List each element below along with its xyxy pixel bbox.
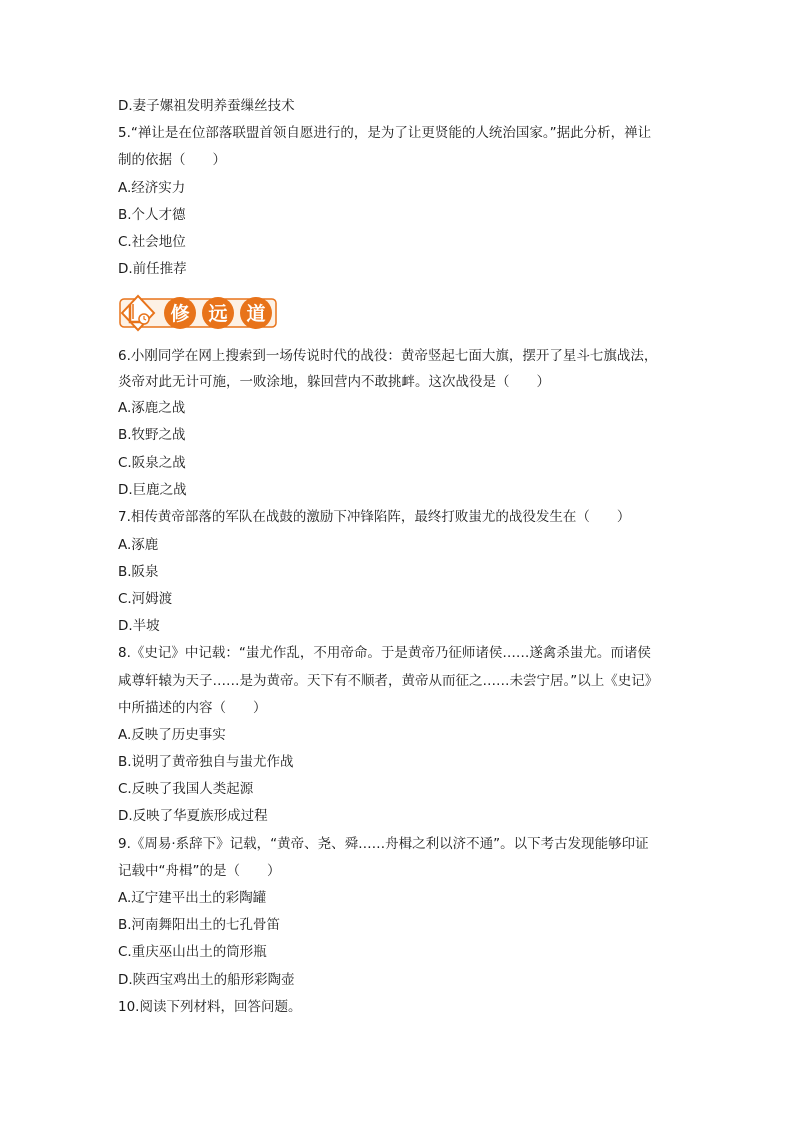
- q5-option-b: B.个人才德: [118, 207, 186, 223]
- q5-stem-line2: 制的依据（ ）: [118, 152, 226, 168]
- q6-option-b: B.牧野之战: [118, 427, 186, 443]
- q5-option-d: D.前任推荐: [118, 261, 187, 277]
- q6-stem-line2: 炎帝对此无计可施，一败涂地，躲回营内不敢挑衅。这次战役是（ ）: [118, 374, 550, 390]
- q8-option-c: C.反映了我国人类起源: [118, 781, 254, 797]
- q6-stem-line1: 6.小刚同学在网上搜索到一场传说时代的战役：黄帝竖起七面大旗，摆开了星斗七旗战法，: [118, 348, 658, 364]
- q8-stem-line2: 咸尊轩辕为天子……是为黄帝。天下有不顺者，黄帝从而征之……未尝宁居。”以上《史记》: [118, 673, 659, 689]
- q7-option-b: B.阪泉: [118, 564, 159, 580]
- q8-stem-line1: 8.《史记》中记载：“蚩尤作乱，不用帝命。于是黄帝乃征师诸侯……遂禽杀蚩尤。而诸侯: [118, 645, 651, 661]
- q5-stem-line1: 5.“禅让是在位部落联盟首领自愿进行的，是为了让更贤能的人统治国家。”据此分析，禅让: [118, 125, 652, 141]
- q5-option-a: A.经济实力: [118, 180, 186, 196]
- banner-char-2: 远: [208, 303, 228, 325]
- q9-stem-line2: 记载中“舟楫”的是（ ）: [118, 863, 281, 879]
- q4-option-d: D.妻子嫘祖发明养蚕缫丝技术: [118, 98, 295, 114]
- q7-option-c: C.河姆渡: [118, 591, 173, 607]
- q8-option-b: B.说明了黄帝独自与蚩尤作战: [118, 754, 294, 770]
- q8-option-a: A.反映了历史事实: [118, 727, 226, 743]
- q6-option-d: D.巨鹿之战: [118, 482, 187, 498]
- q8-option-d: D.反映了华夏族形成过程: [118, 808, 268, 824]
- q6-option-c: C.阪泉之战: [118, 455, 186, 471]
- q9-option-c: C.重庆巫山出土的筒形瓶: [118, 944, 267, 960]
- q9-option-a: A.辽宁建平出土的彩陶罐: [118, 890, 267, 906]
- q7-option-d: D.半坡: [118, 618, 160, 634]
- q7-stem-line1: 7.相传黄帝部落的军队在战鼓的激励下冲锋陷阵，最终打败蚩尤的战役发生在（ ）: [118, 509, 631, 525]
- banner-char-3: 道: [246, 303, 266, 325]
- q5-option-c: C.社会地位: [118, 234, 186, 250]
- banner-char-1: 修: [170, 303, 190, 325]
- q9-option-d: D.陕西宝鸡出土的船形彩陶壶: [118, 972, 295, 988]
- section-banner: [118, 293, 278, 333]
- q9-stem-line1: 9.《周易·系辞下》记载，“黄帝、尧、舜……舟楫之利以济不通”。以下考古发现能够印证: [118, 836, 649, 852]
- q7-option-a: A.涿鹿: [118, 537, 159, 553]
- q6-option-a: A.涿鹿之战: [118, 400, 186, 416]
- q9-option-b: B.河南舞阳出土的七孔骨笛: [118, 917, 281, 933]
- section-banner-graphic: [118, 293, 278, 333]
- q10-stem-line1: 10.阅读下列材料，回答问题。: [118, 999, 302, 1015]
- q8-stem-line3: 中所描述的内容（ ）: [118, 700, 267, 716]
